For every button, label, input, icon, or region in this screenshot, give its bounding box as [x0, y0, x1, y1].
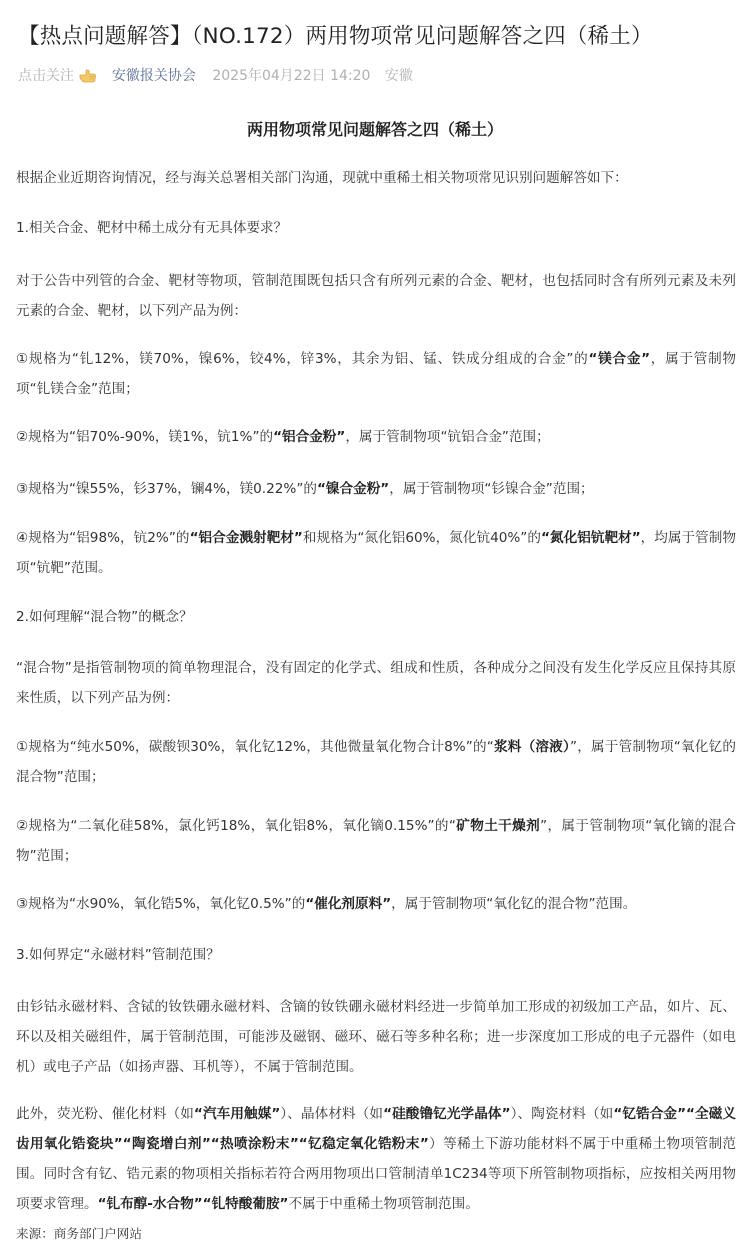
answer-2-item-1: ①规格为“纯水50%，碳酸钡30%，氧化钇12%，其他微量氧化物合计8%”的“浆料（溶液）”，属于管制物项“氧化钇的混合物”范围；	[16, 739, 736, 785]
account-name-link[interactable]: 安徽报关协会	[111, 68, 196, 84]
article-meta	[18, 66, 413, 86]
publish-date: 2025年04月22日 14:20	[212, 68, 371, 84]
answer-1-item-4: ④规格为“铝98%，钪2%”的“铝合金溅射靶材”和规格为“氮化铝60%，氮化钪40%”的“氮化铝钪靶材”，均属于管制物项“钪靶”范围。	[16, 530, 737, 576]
question-1: 1.相关合金、靶材中稀土成分有无具体要求？	[16, 220, 288, 236]
answer-1-paragraph: 对于公告中列管的合金、靶材等物项，管制范围既包括只含有所列元素的合金、靶材，也包括同时含有所列元素及未列元素的合金、靶材，以下列产品为例：	[16, 273, 736, 319]
article-title: 两用物项常见问题解答之四（稀土）	[246, 120, 503, 139]
source-note: 来源：商务部门户网站	[16, 1226, 142, 1241]
publish-location: 安徽	[384, 68, 413, 84]
answer-2-paragraph: “混合物”是指管制物项的简单物理混合，没有固定的化学式、组成和性质，各种成分之间没有发生化学反应且保持其原来性质，以下列产品为例：	[16, 660, 736, 706]
pointing-hand-icon	[79, 67, 97, 83]
answer-1-item-3: ③规格为“镍55%，钐37%，镧4%，镁0.22%”的“镍合金粉”，属于管制物项“钐镍合金”范围；	[16, 481, 594, 497]
question-3: 3.如何界定“永磁材料”管制范围？	[16, 947, 220, 963]
answer-1-item-1: ①规格为“钆12%，镁70%，镍6%，铰4%，锌3%，其余为铝、锰、铁成分组成的合金”的“镁合金”，属于管制物项“钆镁合金”范围；	[16, 351, 737, 397]
page-title: 【热点问题解答】（NO.172）两用物项常见问题解答之四（稀土）	[18, 24, 653, 49]
answer-1-item-2: ②规格为“铝70%-90%，镁1%，钪1%”的“铝合金粉”，属于管制物项“钪铝合金”范围；	[16, 429, 550, 445]
intro-paragraph: 根据企业近期咨询情况，经与海关总署相关部门沟通，现就中重稀土相关物项常见识别问题解答如下：	[16, 170, 628, 186]
answer-3-paragraph: 由钐钴永磁材料、含铽的钕铁硼永磁材料、含镝的钕铁硼永磁材料经进一步简单加工形成的初级加工产品，如片、瓦、环以及相关磁组件，属于管制范围，可能涉及磁钢、磁环、磁石等多种名称；进一步深度加工形成的电子元器件（如电机）或电子产品（如扬声器、耳机等），不属于管制范围。	[16, 999, 736, 1075]
answer-2-item-2: ②规格为“二氧化硅58%，氯化钙18%，氧化铝8%，氧化镝0.15%”的“矿物土干燥剂”，属于管制物项“氧化镝的混合物”范围；	[16, 818, 737, 864]
answer-3-extra-paragraph: 此外，荧光粉、催化材料（如“汽车用触媒”）、晶体材料（如“硅酸镥钇光学晶体”）、陶瓷材料（如“钇锆合金”“全磁义齿用氧化锆瓷块”“陶瓷增白剂”“热喷涂粉末”“钇稳定氧化锆粉末”）等稀土下游功能材料不属于中重稀土物项管制范围。同时含有钇、锆元素的物项相关指标若符合两用物项出口管制清单1C234等项下所管制物项指标，应按相关两用物项要求管理。“钆布醇-水合物”“钆特酸葡胺”不属于中重稀土物项管制范围。	[16, 1106, 737, 1212]
answer-2-item-3: ③规格为“水90%，氧化锆5%，氧化钇0.5%”的“催化剂原料”，属于管制物项“氧化钇的混合物”范围。	[16, 896, 637, 912]
follow-link[interactable]: 点击关注	[18, 68, 74, 84]
question-2: 2.如何理解“混合物”的概念？	[16, 609, 193, 625]
